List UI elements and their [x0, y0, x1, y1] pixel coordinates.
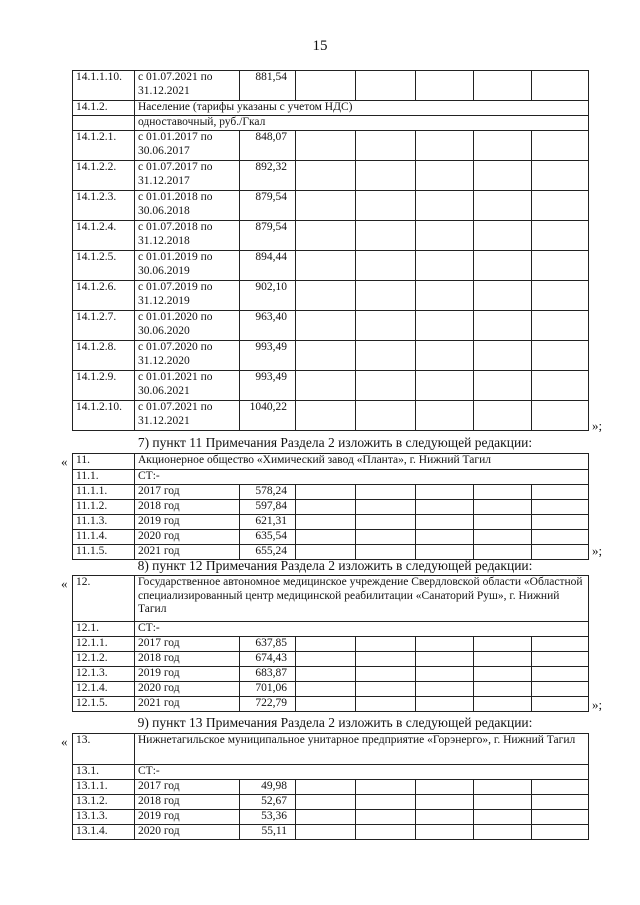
empty-cell [356, 652, 416, 667]
period-cell: с 01.07.2018 по 31.12.2018 [135, 221, 240, 251]
row-number-cell: 14.1.2.5. [73, 251, 135, 281]
row-number-cell: 13.1.4. [73, 825, 135, 840]
empty-cell [532, 515, 589, 530]
period-cell: 2020 год [135, 825, 240, 840]
table-row [73, 251, 589, 281]
empty-cell [416, 530, 474, 545]
empty-cell [416, 281, 474, 311]
tariff-value-cell: 683,87 [240, 667, 296, 682]
section-heading: 8) пункт 12 Примечания Раздела 2 изложить в следующей редакции: [137, 558, 533, 573]
tariff-value-cell: 879,54 [240, 191, 296, 221]
empty-cell [356, 500, 416, 515]
tariff-value-cell: 993,49 [240, 341, 296, 371]
row-number-cell: 11.1.4. [73, 530, 135, 545]
section-heading: 7) пункт 11 Примечания Раздела 2 изложить в следующей редакции: [137, 435, 533, 450]
empty-cell [474, 500, 532, 515]
tariff-table [72, 70, 589, 431]
row-description-cell: Государственное автономное медицинское учреждение Свердловской области «Областной специализированный центр медицинской реабилитации «Санаторий Руш», г. Нижний Тагил [135, 576, 589, 622]
row-number-cell: 11.1.1. [73, 485, 135, 500]
page-number: 15 [312, 38, 328, 54]
row-number-cell: 13.1. [73, 765, 135, 780]
empty-cell [474, 697, 532, 712]
row-number-cell: 14.1.1.10. [73, 71, 135, 101]
empty-cell [356, 371, 416, 401]
empty-cell [296, 401, 356, 431]
table-row [73, 697, 589, 712]
row-description-cell: Население (тарифы указаны с учетом НДС) [135, 101, 589, 116]
empty-cell [474, 780, 532, 795]
empty-cell [356, 281, 416, 311]
row-number-cell: 14.1.2.3. [73, 191, 135, 221]
period-cell: с 01.07.2020 по 31.12.2020 [135, 341, 240, 371]
row-number-cell: 14.1.2.7. [73, 311, 135, 341]
tariff-value-cell: 635,54 [240, 530, 296, 545]
tariff-value-cell: 655,24 [240, 545, 296, 560]
empty-cell [296, 515, 356, 530]
period-cell: 2021 год [135, 697, 240, 712]
table-row [73, 101, 589, 116]
table-row [73, 530, 589, 545]
empty-cell [532, 191, 589, 221]
empty-cell [532, 682, 589, 697]
empty-cell [532, 795, 589, 810]
opening-quote: « [61, 734, 68, 749]
tariff-table [72, 733, 589, 840]
table-row [73, 500, 589, 515]
table-row [73, 161, 589, 191]
period-cell: 2019 год [135, 810, 240, 825]
period-cell: с 01.07.2019 по 31.12.2019 [135, 281, 240, 311]
table-row [73, 825, 589, 840]
empty-cell [532, 401, 589, 431]
tariff-value-cell: 701,06 [240, 682, 296, 697]
empty-cell [296, 371, 356, 401]
empty-cell [296, 795, 356, 810]
empty-cell [474, 652, 532, 667]
row-number-cell: 13.1.2. [73, 795, 135, 810]
empty-cell [532, 161, 589, 191]
empty-cell [474, 191, 532, 221]
empty-cell [356, 251, 416, 281]
empty-cell [296, 637, 356, 652]
period-cell: 2018 год [135, 500, 240, 515]
empty-cell [296, 697, 356, 712]
empty-cell [532, 530, 589, 545]
row-number-cell: 13.1.1. [73, 780, 135, 795]
empty-cell [474, 825, 532, 840]
empty-cell [474, 131, 532, 161]
row-number-cell: 14.1.2. [73, 101, 135, 116]
period-cell: с 01.07.2021 по 31.12.2021 [135, 71, 240, 101]
period-cell: 2021 год [135, 545, 240, 560]
table-row [73, 470, 589, 485]
tariff-value-cell: 55,11 [240, 825, 296, 840]
empty-cell [474, 371, 532, 401]
period-cell: с 01.01.2019 по 30.06.2019 [135, 251, 240, 281]
empty-cell [532, 371, 589, 401]
row-description-cell: одноставочный, руб./Гкал [135, 116, 589, 131]
empty-cell [474, 71, 532, 101]
empty-cell [296, 281, 356, 311]
empty-cell [296, 71, 356, 101]
empty-cell [296, 780, 356, 795]
period-cell: 2018 год [135, 652, 240, 667]
empty-cell [474, 530, 532, 545]
empty-cell [296, 131, 356, 161]
empty-cell [532, 71, 589, 101]
table-row [73, 765, 589, 780]
table-row [73, 71, 589, 101]
row-number-cell: 12.1. [73, 622, 135, 637]
empty-cell [532, 780, 589, 795]
row-number-cell: 12. [73, 576, 135, 622]
empty-cell [416, 795, 474, 810]
empty-cell [532, 825, 589, 840]
empty-cell [474, 311, 532, 341]
empty-cell [474, 341, 532, 371]
row-description-cell: Акционерное общество «Химический завод «Планта», г. Нижний Тагил [135, 454, 589, 470]
table-row [73, 191, 589, 221]
period-cell: 2019 год [135, 667, 240, 682]
empty-cell [356, 697, 416, 712]
table-row [73, 221, 589, 251]
empty-cell [296, 825, 356, 840]
tariff-value-cell: 621,31 [240, 515, 296, 530]
tariff-value-cell: 894,44 [240, 251, 296, 281]
row-number-cell: 11.1.3. [73, 515, 135, 530]
empty-cell [416, 500, 474, 515]
empty-cell [296, 341, 356, 371]
empty-cell [474, 667, 532, 682]
empty-cell [416, 810, 474, 825]
empty-cell [356, 191, 416, 221]
empty-cell [416, 697, 474, 712]
period-cell: с 01.01.2017 по 30.06.2017 [135, 131, 240, 161]
empty-cell [532, 341, 589, 371]
empty-cell [474, 485, 532, 500]
tariff-value-cell: 879,54 [240, 221, 296, 251]
empty-cell [296, 251, 356, 281]
tariff-value-cell: 49,98 [240, 780, 296, 795]
empty-cell [532, 667, 589, 682]
empty-cell [356, 311, 416, 341]
row-number-cell: 12.1.1. [73, 637, 135, 652]
empty-cell [356, 71, 416, 101]
row-description-cell: СТ:- [135, 470, 589, 485]
empty-cell [474, 515, 532, 530]
empty-cell [356, 637, 416, 652]
empty-cell [356, 795, 416, 810]
row-number-cell: 12.1.5. [73, 697, 135, 712]
row-number-cell: 12.1.2. [73, 652, 135, 667]
period-cell: с 01.01.2020 по 30.06.2020 [135, 311, 240, 341]
empty-cell [474, 281, 532, 311]
row-number-cell: 14.1.2.8. [73, 341, 135, 371]
empty-cell [416, 485, 474, 500]
row-number-cell: 14.1.2.2. [73, 161, 135, 191]
closing-quote: »; [592, 418, 603, 433]
tariff-value-cell: 848,07 [240, 131, 296, 161]
empty-cell [474, 810, 532, 825]
empty-cell [416, 515, 474, 530]
period-cell: с 01.07.2017 по 31.12.2017 [135, 161, 240, 191]
row-number-cell: 14.1.2.4. [73, 221, 135, 251]
table-row [73, 667, 589, 682]
empty-cell [532, 221, 589, 251]
table-row [73, 485, 589, 500]
table-row [73, 780, 589, 795]
table-row [73, 131, 589, 161]
row-number-cell [73, 116, 135, 131]
row-number-cell: 11.1.2. [73, 500, 135, 515]
closing-quote: »; [592, 543, 603, 558]
table-row [73, 454, 589, 470]
period-cell: с 01.01.2021 по 30.06.2021 [135, 371, 240, 401]
empty-cell [296, 500, 356, 515]
table-row [73, 371, 589, 401]
empty-cell [532, 311, 589, 341]
tariff-value-cell: 881,54 [240, 71, 296, 101]
empty-cell [416, 371, 474, 401]
empty-cell [474, 401, 532, 431]
table-row [73, 341, 589, 371]
empty-cell [416, 825, 474, 840]
row-description-cell: Нижнетагильское муниципальное унитарное предприятие «Горэнерго», г. Нижний Тагил [135, 734, 589, 765]
row-number-cell: 13. [73, 734, 135, 765]
tariff-value-cell: 578,24 [240, 485, 296, 500]
tariff-value-cell: 637,85 [240, 637, 296, 652]
empty-cell [532, 637, 589, 652]
row-number-cell: 14.1.2.10. [73, 401, 135, 431]
period-cell: 2020 год [135, 682, 240, 697]
empty-cell [532, 131, 589, 161]
empty-cell [416, 401, 474, 431]
tariff-value-cell: 902,10 [240, 281, 296, 311]
tariff-value-cell: 53,36 [240, 810, 296, 825]
section-heading: 9) пункт 13 Примечания Раздела 2 изложить в следующей редакции: [137, 715, 533, 730]
empty-cell [296, 485, 356, 500]
empty-cell [356, 780, 416, 795]
row-number-cell: 14.1.2.6. [73, 281, 135, 311]
empty-cell [356, 682, 416, 697]
empty-cell [356, 515, 416, 530]
period-cell: с 01.07.2021 по 31.12.2021 [135, 401, 240, 431]
empty-cell [416, 311, 474, 341]
empty-cell [532, 281, 589, 311]
empty-cell [416, 251, 474, 281]
period-cell: 2020 год [135, 530, 240, 545]
empty-cell [296, 810, 356, 825]
empty-cell [416, 221, 474, 251]
tariff-value-cell: 993,49 [240, 371, 296, 401]
row-description-cell: СТ:- [135, 622, 589, 637]
table-row [73, 622, 589, 637]
empty-cell [296, 682, 356, 697]
empty-cell [356, 825, 416, 840]
table-row [73, 116, 589, 131]
empty-cell [532, 652, 589, 667]
tariff-value-cell: 722,79 [240, 697, 296, 712]
table-row [73, 401, 589, 431]
tariff-value-cell: 1040,22 [240, 401, 296, 431]
empty-cell [474, 251, 532, 281]
row-description-cell: СТ:- [135, 765, 589, 780]
table-row [73, 515, 589, 530]
closing-quote: »; [592, 697, 603, 712]
opening-quote: « [61, 454, 68, 469]
empty-cell [416, 667, 474, 682]
empty-cell [416, 780, 474, 795]
empty-cell [532, 485, 589, 500]
empty-cell [296, 652, 356, 667]
table-row [73, 795, 589, 810]
empty-cell [356, 530, 416, 545]
period-cell: 2019 год [135, 515, 240, 530]
empty-cell [356, 161, 416, 191]
tariff-value-cell: 963,40 [240, 311, 296, 341]
table-row [73, 576, 589, 622]
empty-cell [416, 637, 474, 652]
table-row [73, 682, 589, 697]
empty-cell [474, 221, 532, 251]
empty-cell [356, 667, 416, 682]
empty-cell [296, 161, 356, 191]
table-row [73, 311, 589, 341]
empty-cell [532, 810, 589, 825]
empty-cell [356, 485, 416, 500]
opening-quote: « [61, 576, 68, 591]
empty-cell [416, 161, 474, 191]
table-row [73, 810, 589, 825]
empty-cell [416, 341, 474, 371]
empty-cell [356, 341, 416, 371]
row-number-cell: 14.1.2.1. [73, 131, 135, 161]
empty-cell [416, 71, 474, 101]
row-number-cell: 11.1.5. [73, 545, 135, 560]
table-row [73, 637, 589, 652]
period-cell: 2017 год [135, 637, 240, 652]
empty-cell [416, 131, 474, 161]
row-number-cell: 14.1.2.9. [73, 371, 135, 401]
tariff-value-cell: 52,67 [240, 795, 296, 810]
row-number-cell: 12.1.4. [73, 682, 135, 697]
empty-cell [416, 652, 474, 667]
row-number-cell: 11. [73, 454, 135, 470]
empty-cell [356, 401, 416, 431]
period-cell: 2017 год [135, 780, 240, 795]
empty-cell [296, 191, 356, 221]
period-cell: 2017 год [135, 485, 240, 500]
empty-cell [296, 667, 356, 682]
table-row [73, 652, 589, 667]
period-cell: с 01.01.2018 по 30.06.2018 [135, 191, 240, 221]
row-number-cell: 12.1.3. [73, 667, 135, 682]
empty-cell [532, 697, 589, 712]
empty-cell [356, 131, 416, 161]
tariff-table [72, 575, 589, 712]
tariff-table [72, 453, 589, 560]
row-number-cell: 13.1.3. [73, 810, 135, 825]
empty-cell [474, 682, 532, 697]
table-row [73, 734, 589, 765]
empty-cell [532, 500, 589, 515]
empty-cell [532, 251, 589, 281]
period-cell: 2018 год [135, 795, 240, 810]
empty-cell [474, 795, 532, 810]
empty-cell [296, 311, 356, 341]
empty-cell [416, 191, 474, 221]
empty-cell [474, 161, 532, 191]
table-row [73, 281, 589, 311]
tariff-value-cell: 892,32 [240, 161, 296, 191]
empty-cell [356, 221, 416, 251]
row-number-cell: 11.1. [73, 470, 135, 485]
empty-cell [416, 682, 474, 697]
empty-cell [296, 530, 356, 545]
empty-cell [296, 221, 356, 251]
tariff-value-cell: 674,43 [240, 652, 296, 667]
empty-cell [356, 810, 416, 825]
tariff-value-cell: 597,84 [240, 500, 296, 515]
empty-cell [474, 637, 532, 652]
